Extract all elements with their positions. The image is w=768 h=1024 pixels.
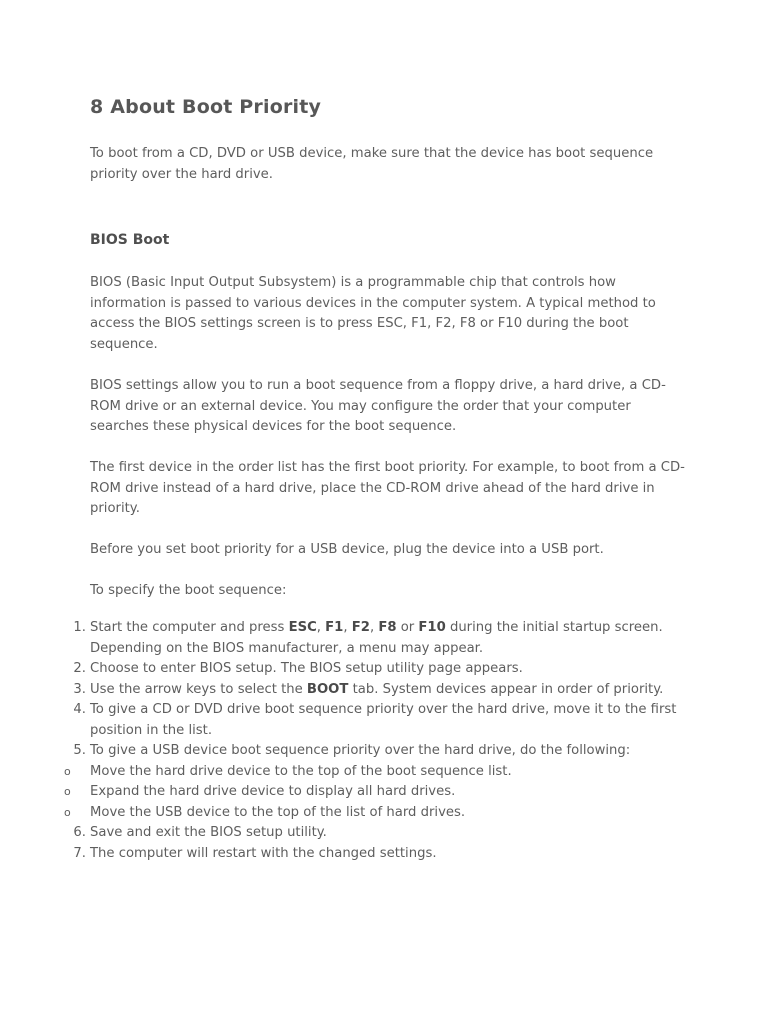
key-boot: BOOT: [306, 681, 349, 697]
key-esc: ESC: [288, 620, 317, 635]
list-marker: 7.: [73, 845, 86, 861]
boot-steps-list: [0, 618, 768, 864]
bios-settings-paragraph: BIOS settings allow you to run a boot sequence from a floppy drive, a hard drive, a CD-ROM drive or an external device. You may configure the order that your computer searches these physical devices for the boot sequence.: [90, 378, 666, 434]
section-heading: BIOS Boot: [90, 232, 170, 248]
usb-note-paragraph: Before you set boot priority for a USB device, plug the device into a USB port.: [90, 542, 604, 557]
list-item: [0, 618, 690, 659]
sub-list-marker: o: [64, 785, 71, 798]
key-f8: F8: [378, 620, 397, 635]
sub-list-marker: o: [64, 805, 71, 819]
step-text: tab. System devices appear in order of priority.: [348, 681, 664, 697]
step-text: Expand the hard drive device to display all hard drives.: [90, 784, 456, 799]
list-item: [0, 741, 690, 762]
step-text: To give a USB device boot sequence priority over the hard drive, do the following:: [90, 743, 631, 758]
step-text: Choose to enter BIOS setup. The BIOS setup utility page appears.: [90, 661, 523, 676]
step-text: Move the hard drive device to the top of the boot sequence list.: [90, 763, 512, 779]
bios-description-paragraph: BIOS (Basic Input Output Subsystem) is a programmable chip that controls how information is passed to various devices in the computer system. A typical method to access the BIOS settings screen is to press ESC, F1, F2, F8 or F10 during the boot sequence.: [90, 275, 656, 352]
list-marker: 3.: [73, 681, 86, 697]
page-title: 8 About Boot Priority: [90, 96, 322, 118]
sub-list-marker: o: [64, 764, 71, 778]
list-item: [0, 700, 690, 741]
step-text: The computer will restart with the changed settings.: [90, 845, 437, 861]
separator: ,: [316, 620, 326, 635]
list-item: [0, 680, 690, 701]
key-f1: F1: [325, 620, 344, 635]
list-item: [0, 823, 690, 844]
step-text: Move the USB device to the top of the list of hard drives.: [90, 804, 466, 820]
step-text: Save and exit the BIOS setup utility.: [90, 825, 327, 840]
step-text: Use the arrow keys to select the: [90, 681, 307, 697]
list-marker: 5.: [73, 743, 86, 758]
list-item: [0, 659, 690, 680]
step-text: Start the computer and press: [90, 620, 289, 635]
key-f10: F10: [418, 620, 446, 635]
separator: or: [396, 620, 419, 635]
sub-list-item: [0, 803, 690, 824]
step-text: To give a CD or DVD drive boot sequence priority over the hard drive, move it to the first position in the list.: [90, 702, 677, 738]
step-text: during the initial startup screen. Depending on the BIOS manufacturer, a menu may appear.: [90, 620, 663, 656]
separator: ,: [369, 620, 379, 635]
sub-list-item: [0, 782, 690, 803]
boot-priority-paragraph: The first device in the order list has the first boot priority. For example, to boot from a CD-ROM drive instead of a hard drive, place the CD-ROM drive ahead of the hard drive in priority.: [90, 460, 685, 516]
list-marker: 6.: [73, 825, 86, 840]
list-marker: 4.: [73, 702, 86, 717]
sub-list-item: [0, 762, 690, 783]
list-marker: 2.: [73, 661, 86, 676]
steps-intro-paragraph: To specify the boot sequence:: [90, 583, 287, 598]
list-marker: 1.: [73, 620, 86, 635]
intro-paragraph: To boot from a CD, DVD or USB device, make sure that the device has boot sequence priority over the hard drive.: [90, 146, 654, 182]
list-item: [0, 844, 690, 865]
separator: ,: [343, 620, 352, 635]
key-f2: F2: [351, 620, 370, 635]
